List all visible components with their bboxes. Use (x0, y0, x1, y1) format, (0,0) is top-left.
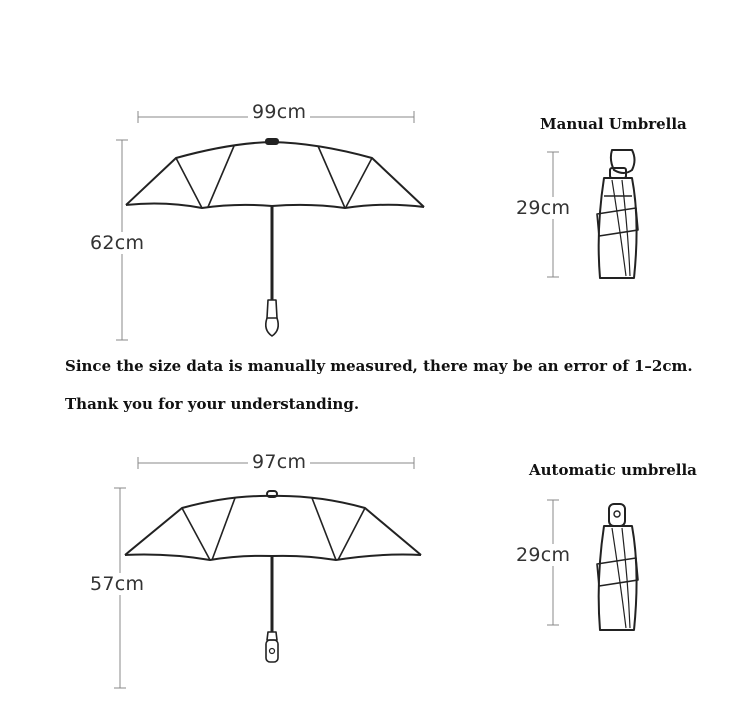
manual-folded-umbrella (597, 150, 638, 278)
error-note: Since the size data is manually measured, there may be an error of 1–2cm. (65, 357, 693, 375)
auto-folded-umbrella (597, 504, 638, 630)
manual-open-width: 99cm (248, 101, 310, 123)
manual-open-height: 62cm (86, 232, 148, 254)
auto-open-width: 97cm (248, 451, 310, 473)
auto-title: Automatic umbrella (529, 461, 697, 479)
auto-folded-length: 29cm (512, 544, 574, 566)
manual-open-umbrella (126, 139, 424, 336)
auto-open-height: 57cm (86, 573, 148, 595)
manual-title: Manual Umbrella (540, 115, 687, 133)
auto-open-umbrella (125, 491, 421, 662)
manual-folded-length: 29cm (512, 197, 574, 219)
thanks-note: Thank you for your understanding. (65, 395, 360, 413)
